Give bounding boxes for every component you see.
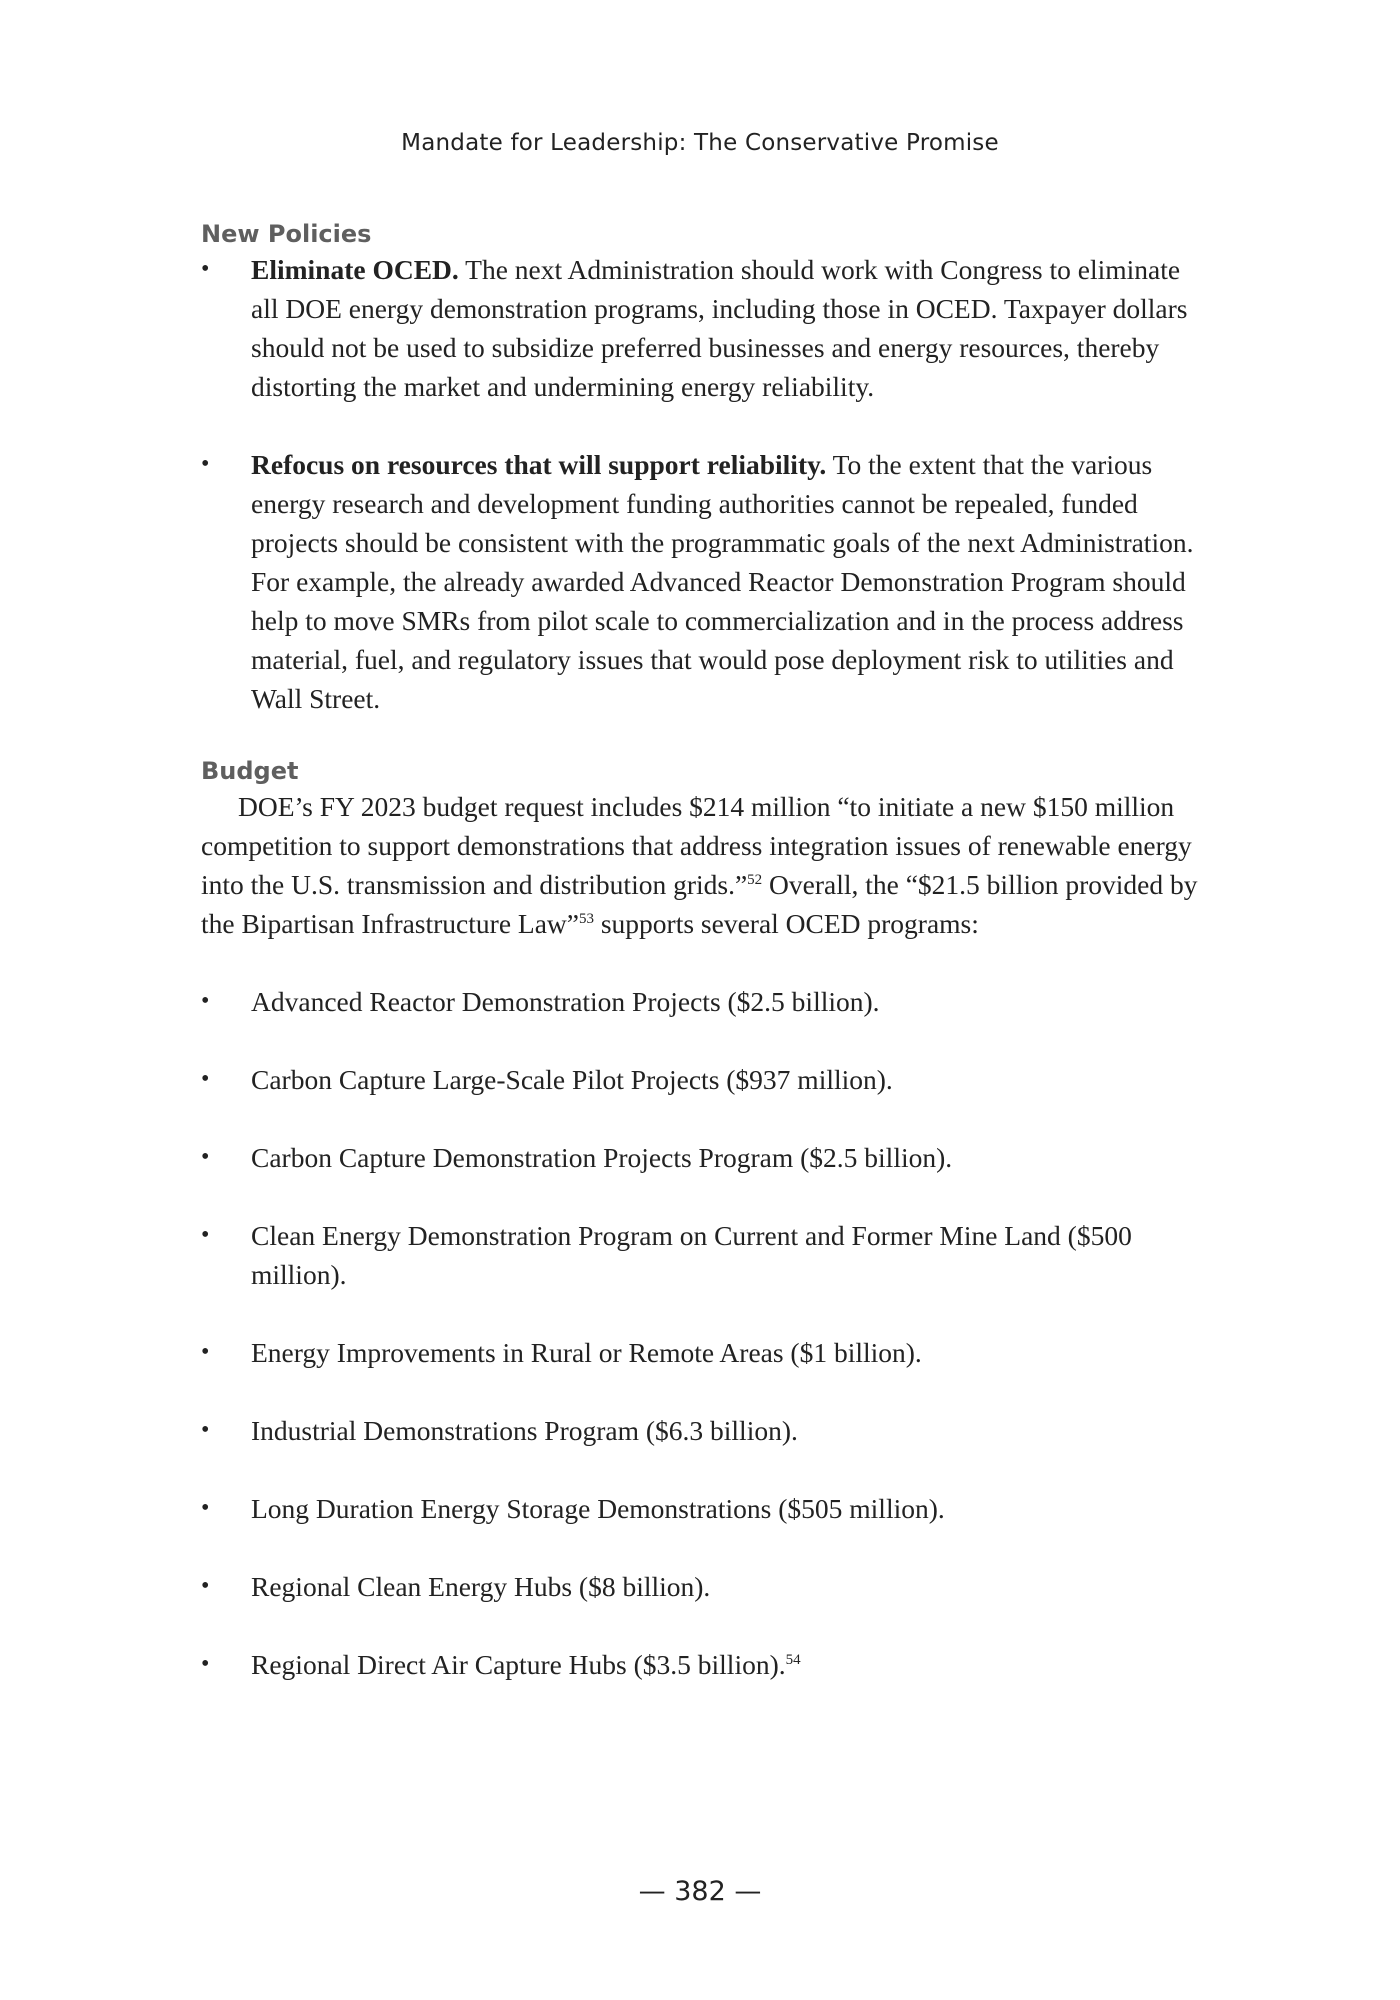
- program-item: [201, 1645, 1201, 1684]
- program-text: Advanced Reactor Demonstration Projects ($2.5 billion).: [251, 986, 880, 1017]
- policy-list: [201, 250, 1201, 718]
- budget-text: DOE’s FY 2023 budget request includes $214 million “to initiate a new $150 million competition to support demonstrations that address integration issues of renewable energy into the U.S. transmission and distribution grids.”: [201, 791, 1192, 900]
- policy-text: The next Administration should work with Congress to eliminate all DOE energy demonstration programs, including those in OCED. Taxpayer dollars should not be used to subsidize preferred businesses and energy resources, thereby distorting the market and undermining energy reliability.: [251, 254, 1188, 402]
- page-number: — 382 —: [638, 1876, 762, 1907]
- program-text: Regional Clean Energy Hubs ($8 billion).: [251, 1571, 711, 1602]
- bullet-icon: •: [201, 1222, 210, 1248]
- bullet-icon: •: [201, 1339, 210, 1365]
- bullet-icon: •: [201, 1573, 210, 1599]
- budget-text: Overall, the “$21.5 billion provided by the Bipartisan Infrastructure Law”: [201, 869, 1198, 939]
- bullet-icon: •: [201, 451, 210, 477]
- program-item: [201, 1489, 1201, 1528]
- program-item: [201, 1060, 1201, 1099]
- footnote-ref: 53: [578, 910, 594, 927]
- program-text: Carbon Capture Demonstration Projects Program ($2.5 billion).: [251, 1142, 953, 1173]
- bullet-icon: •: [201, 1495, 210, 1521]
- program-text: Clean Energy Demonstration Program on Current and Former Mine Land ($500 million).: [251, 1220, 1132, 1290]
- program-text: Carbon Capture Large-Scale Pilot Projects ($937 million).: [251, 1064, 893, 1095]
- program-item: [201, 1216, 1201, 1294]
- program-text: Energy Improvements in Rural or Remote Areas ($1 billion).: [251, 1337, 922, 1368]
- program-text: Industrial Demonstrations Program ($6.3 billion).: [251, 1415, 798, 1446]
- budget-text: supports several OCED programs:: [593, 908, 979, 939]
- program-item: [201, 1567, 1201, 1606]
- policy-item: [201, 250, 1201, 406]
- policy-lead: Refocus on resources that will support reliability.: [251, 449, 827, 480]
- budget-paragraph: [201, 787, 1201, 943]
- bullet-icon: •: [201, 1144, 210, 1170]
- policy-text: To the extent that the various energy research and development funding authorities cannot be repealed, funded projects should be consistent with the programmatic goals of the next Administration. For example, the already awarded Advanced Reactor Demonstration Program should help to move SMRs from pilot scale to commercialization and in the process address material, fuel, and regulatory issues that would pose deployment risk to utilities and Wall Street.: [251, 449, 1194, 714]
- section-heading-budget: Budget: [201, 757, 299, 785]
- policy-item: [201, 445, 1201, 718]
- program-item: [201, 982, 1201, 1021]
- footnote-ref: 52: [747, 871, 763, 888]
- program-list: [201, 982, 1201, 1684]
- section-heading-new-policies: New Policies: [201, 220, 372, 248]
- bullet-icon: •: [201, 1066, 210, 1092]
- page-body: [201, 218, 1201, 1684]
- bullet-icon: •: [201, 256, 210, 282]
- bullet-icon: •: [201, 1417, 210, 1443]
- program-item: [201, 1138, 1201, 1177]
- program-text: Regional Direct Air Capture Hubs ($3.5 billion).: [251, 1649, 786, 1680]
- program-text: Long Duration Energy Storage Demonstrations ($505 million).: [251, 1493, 945, 1524]
- running-header: Mandate for Leadership: The Conservative Promise: [401, 130, 999, 156]
- program-item: [201, 1411, 1201, 1450]
- bullet-icon: •: [201, 988, 210, 1014]
- program-item: [201, 1333, 1201, 1372]
- footnote-ref: 54: [785, 1651, 801, 1668]
- bullet-icon: •: [201, 1651, 210, 1677]
- policy-lead: Eliminate OCED.: [251, 254, 459, 285]
